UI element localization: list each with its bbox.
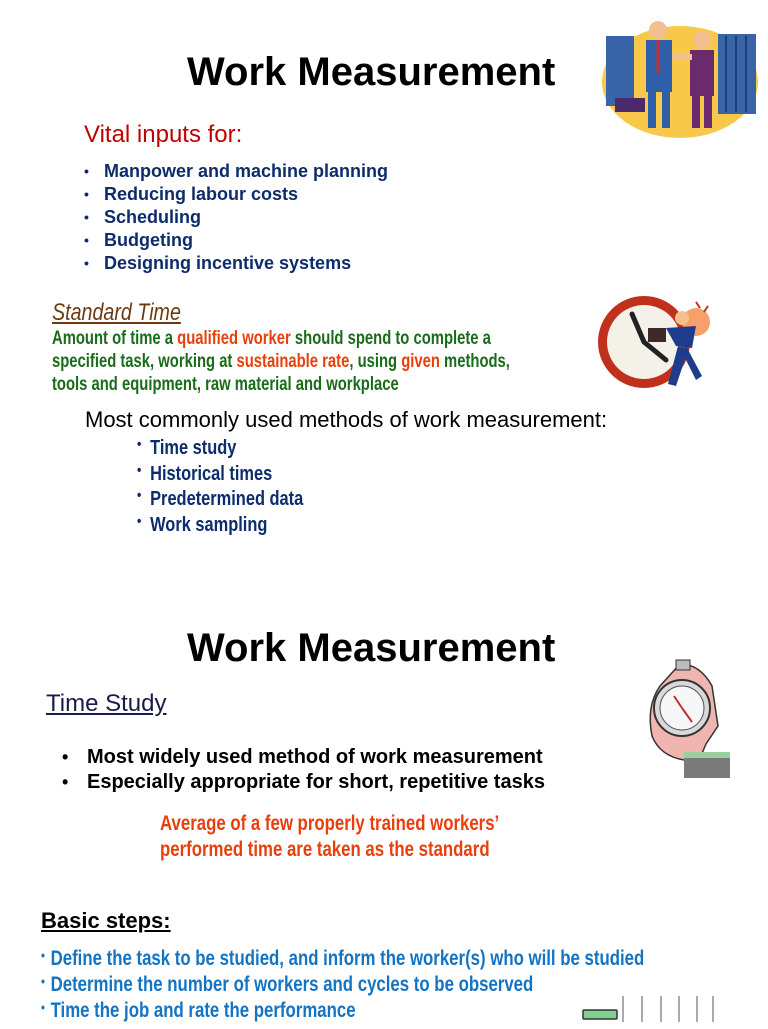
stopwatch-clipart	[640, 656, 734, 782]
time-study-bullets	[62, 745, 545, 795]
businessmen-clipart	[600, 14, 760, 140]
list-item: • Most widely used method of work measurement	[62, 745, 545, 770]
vital-inputs-heading: Vital inputs for:	[84, 121, 243, 148]
basic-steps-heading: Basic steps:	[41, 908, 171, 933]
ruler-icon	[580, 992, 720, 1024]
slide1-title: Work Measurement	[187, 50, 556, 94]
stopwatch-icon	[640, 656, 734, 782]
clock-runner-clipart	[596, 288, 720, 398]
standard-time-definition: Amount of time a qualified worker should spend to complete a specified task, working at sustainable rate, using given methods, tools and equipment, raw material and workplace	[52, 328, 510, 395]
list-item: • Scheduling	[84, 206, 388, 229]
businessmen-icon	[600, 14, 760, 140]
list-item: • Manpower and machine planning	[84, 160, 388, 183]
clock-icon	[596, 288, 720, 398]
list-item: • Time the job and rate the performance	[41, 998, 644, 1024]
methods-list	[137, 436, 303, 538]
list-item: • Work sampling	[137, 513, 303, 539]
list-item: • Historical times	[137, 462, 303, 488]
vital-inputs-list	[84, 160, 388, 275]
list-item: • Determine the number of workers and cycles to be observed	[41, 972, 644, 998]
standard-time-heading: Standard Time	[52, 299, 181, 326]
methods-heading: Most commonly used methods of work measurement:	[85, 407, 608, 432]
basic-steps-list	[41, 946, 644, 1024]
list-item: • Define the task to be studied, and inform the worker(s) who will be studied	[41, 946, 644, 972]
list-item: • Designing incentive systems	[84, 252, 388, 275]
list-item: • Time study	[137, 436, 303, 462]
list-item: • Reducing labour costs	[84, 183, 388, 206]
average-time-note: Average of a few properly trained workers’ performed time are taken as the standard	[160, 812, 500, 861]
list-item: • Predetermined data	[137, 487, 303, 513]
list-item: • Especially appropriate for short, repetitive tasks	[62, 770, 545, 795]
list-item: • Budgeting	[84, 229, 388, 252]
slide2-title: Work Measurement	[187, 626, 556, 670]
partial-clipart	[580, 992, 720, 1024]
time-study-heading: Time Study	[46, 690, 167, 717]
